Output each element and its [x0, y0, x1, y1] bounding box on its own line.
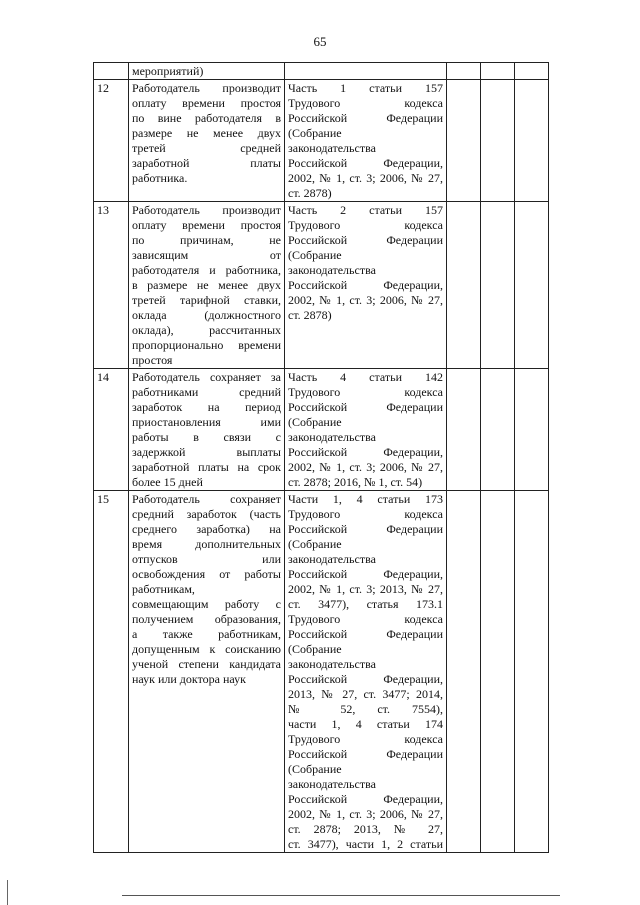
- row-number-cell: [94, 63, 129, 80]
- legal-act-line: (Собрание: [288, 642, 342, 656]
- empty-cell: [515, 202, 549, 369]
- requirement-line: Работодатель сохраняет за: [132, 370, 281, 384]
- row-number-cell: 15: [94, 491, 129, 853]
- legal-act-line: законодательства: [288, 141, 376, 155]
- empty-cell: [515, 80, 549, 202]
- legal-act-line: Российской Федерации,: [288, 445, 443, 459]
- table-row: [94, 202, 549, 369]
- legal-act-line: 2013, № 27, ст. 3477; 2014,: [288, 687, 443, 701]
- legal-act-line: Трудового кодекса: [288, 385, 443, 399]
- legal-act-line: Российской Федерации: [288, 233, 443, 247]
- requirement-line: оплату времени простоя: [132, 218, 281, 232]
- requirement-line: отпусков или: [132, 552, 281, 566]
- requirement-cell: [129, 369, 285, 491]
- requirement-line: приостановления ими: [132, 415, 281, 429]
- requirement-line: работниками средний: [132, 385, 281, 399]
- requirement-line: оклада), рассчитанных: [132, 323, 281, 337]
- requirement-line: работника.: [132, 171, 188, 185]
- legal-act-line: Российской Федерации: [288, 111, 443, 125]
- legal-act-cell: [285, 491, 447, 853]
- legal-act-cell: [285, 369, 447, 491]
- legal-act-line: (Собрание: [288, 762, 342, 776]
- requirement-line: работникам,: [132, 582, 195, 596]
- row-number-cell: 13: [94, 202, 129, 369]
- empty-cell: [481, 369, 515, 491]
- legal-act-line: Российской Федерации: [288, 400, 443, 414]
- requirement-line: время дополнительных: [132, 537, 281, 551]
- legal-act-line: (Собрание: [288, 126, 342, 140]
- legal-act-line: Трудового кодекса: [288, 507, 443, 521]
- legal-act-line: 2002, № 1, ст. 3; 2006, № 27,: [288, 293, 443, 307]
- requirement-line: заработок на период: [132, 400, 281, 414]
- row-number-cell: 14: [94, 369, 129, 491]
- legal-act-line: Часть 2 статьи 157: [288, 203, 443, 217]
- legal-act-line: ст. 2878; 2013, № 27,: [288, 822, 443, 836]
- requirement-line: наук или доктора наук: [132, 672, 246, 686]
- empty-cell: [481, 202, 515, 369]
- legal-act-cell: [285, 80, 447, 202]
- empty-cell: [515, 491, 549, 853]
- requirement-line: средний заработок (часть: [132, 507, 281, 521]
- requirement-line: в размере не менее двух: [132, 278, 281, 292]
- requirement-line: освобождения от работы: [132, 567, 281, 581]
- empty-cell: [515, 369, 549, 491]
- row-number-cell: 12: [94, 80, 129, 202]
- table-row: [94, 80, 549, 202]
- legal-act-line: законодательства: [288, 263, 376, 277]
- legal-act-line: Российской Федерации: [288, 522, 443, 536]
- legal-act-line: части 1, 4 статьи 174: [288, 717, 443, 731]
- requirement-line: допущенным к соисканию: [132, 642, 281, 656]
- requirement-line: работы в связи с: [132, 430, 281, 444]
- legal-act-cell: [285, 202, 447, 369]
- requirement-line: более 15 дней: [132, 475, 203, 489]
- legal-act-line: законодательства: [288, 430, 376, 444]
- requirement-line: а также работникам,: [132, 627, 281, 641]
- legal-act-line: Часть 4 статьи 142: [288, 370, 443, 384]
- requirement-line: заработной платы на срок: [132, 460, 281, 474]
- legal-act-line: 2002, № 1, ст. 3; 2006, № 27,: [288, 460, 443, 474]
- legal-act-line: Трудового кодекса: [288, 218, 443, 232]
- table-row: [94, 369, 549, 491]
- empty-cell: [447, 369, 481, 491]
- legal-act-line: Части 1, 4 статьи 173: [288, 492, 443, 506]
- legal-act-line: № 52, ст. 7554),: [288, 702, 443, 716]
- empty-cell: [447, 491, 481, 853]
- requirement-line: совмещающим работу с: [132, 597, 281, 611]
- requirement-line: задержкой выплаты: [132, 445, 281, 459]
- legal-act-line: Часть 1 статьи 157: [288, 81, 443, 95]
- legal-act-line: ст. 3477), части 1, 2 статьи: [288, 837, 443, 851]
- requirement-cell: [129, 202, 285, 369]
- requirement-line: Работодатель сохраняет: [132, 492, 281, 506]
- requirement-line: работодателя и работника,: [132, 263, 281, 277]
- requirement-cell: [129, 63, 285, 80]
- legal-act-line: ст. 2878): [288, 308, 332, 322]
- requirement-line: Работодатель производит: [132, 81, 281, 95]
- legal-act-line: 2002, № 1, ст. 3; 2006, № 27,: [288, 807, 443, 821]
- requirement-line: зависящим от: [132, 248, 281, 262]
- empty-cell: [481, 491, 515, 853]
- legal-act-line: 2002, № 1, ст. 3; 2006, № 27,: [288, 171, 443, 185]
- legal-act-line: законодательства: [288, 552, 376, 566]
- legal-act-line: Российской Федерации,: [288, 672, 443, 686]
- legal-act-cell: [285, 63, 447, 80]
- requirement-line: оклада (должностного: [132, 308, 281, 322]
- empty-cell: [481, 63, 515, 80]
- empty-cell: [447, 63, 481, 80]
- legal-act-line: Российской Федерации: [288, 747, 443, 761]
- legal-act-line: Российской Федерации,: [288, 156, 443, 170]
- table-row: [94, 491, 549, 853]
- empty-cell: [481, 80, 515, 202]
- requirements-table: [93, 62, 549, 853]
- legal-act-line: законодательства: [288, 657, 376, 671]
- requirement-line: по причинам, не: [132, 233, 281, 247]
- empty-cell: [515, 63, 549, 80]
- requirement-cell: [129, 80, 285, 202]
- requirement-line: оплату времени простоя: [132, 96, 281, 110]
- legal-act-line: Российской Федерации,: [288, 792, 443, 806]
- legal-act-line: ст. 3477), статья 173.1: [288, 597, 443, 611]
- requirement-line: получением образования,: [132, 612, 281, 626]
- requirement-line: третей средней: [132, 141, 281, 155]
- legal-act-line: ст. 2878): [288, 186, 332, 200]
- table-row: [94, 63, 549, 80]
- table-body: [94, 63, 549, 853]
- requirement-line: мероприятий): [132, 64, 204, 78]
- legal-act-line: Российской Федерации,: [288, 278, 443, 292]
- legal-act-line: ст. 2878; 2016, № 1, ст. 54): [288, 475, 423, 489]
- legal-act-line: (Собрание: [288, 415, 342, 429]
- requirement-line: третей тарифной ставки,: [132, 293, 281, 307]
- page-bottom-edge: [122, 895, 560, 896]
- legal-act-line: (Собрание: [288, 248, 342, 262]
- page-fold-mark: [7, 880, 8, 905]
- requirement-line: размере не менее двух: [132, 126, 281, 140]
- legal-act-line: Российской Федерации,: [288, 567, 443, 581]
- legal-act-line: 2002, № 1, ст. 3; 2013, № 27,: [288, 582, 443, 596]
- legal-act-line: (Собрание: [288, 537, 342, 551]
- requirement-line: ученой степени кандидата: [132, 657, 281, 671]
- requirement-line: Работодатель производит: [132, 203, 281, 217]
- legal-act-line: законодательства: [288, 777, 376, 791]
- requirement-line: простоя: [132, 353, 173, 367]
- legal-act-line: Трудового кодекса: [288, 612, 443, 626]
- requirement-line: пропорционально времени: [132, 338, 281, 352]
- requirement-line: заработной платы: [132, 156, 281, 170]
- requirement-cell: [129, 491, 285, 853]
- requirement-line: по вине работодателя в: [132, 111, 281, 125]
- legal-act-line: Российской Федерации: [288, 627, 443, 641]
- requirement-line: среднего заработка) на: [132, 522, 281, 536]
- legal-act-line: Трудового кодекса: [288, 96, 443, 110]
- page-number: 65: [313, 34, 327, 49]
- empty-cell: [447, 202, 481, 369]
- empty-cell: [447, 80, 481, 202]
- legal-act-line: Трудового кодекса: [288, 732, 443, 746]
